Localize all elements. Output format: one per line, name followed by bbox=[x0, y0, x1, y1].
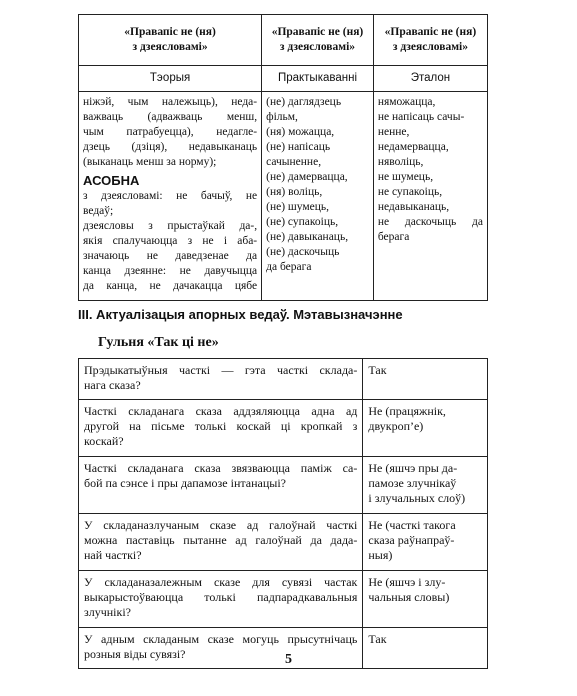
practice-line: (не) даглядзець bbox=[266, 96, 342, 108]
answer-line: і злучальных слоў) bbox=[368, 491, 466, 505]
practice-line: (не) супакоіць, bbox=[266, 216, 339, 228]
question-line: У складаназлучаным сказе ад галоўнай часткі bbox=[84, 518, 358, 532]
etalon-cell bbox=[373, 92, 487, 301]
practice-line: (ня) можацца, bbox=[266, 126, 335, 138]
question-line: Прэдыкатыўныя часткі — гэта часткі склада- bbox=[84, 363, 358, 377]
header-line: «Правапіс не (ня) bbox=[384, 26, 477, 38]
question-line: выкарыстоўваюцца толькі падпарадкавальныя bbox=[84, 590, 358, 604]
question-line: бой па сэнсе і пры дапамозе інтанацыі? bbox=[84, 476, 286, 490]
answer-cell bbox=[363, 514, 488, 571]
etalon-line: не даскочыць да bbox=[377, 216, 483, 228]
theory-line: дзець (дзіця), недавыканаць bbox=[83, 141, 258, 153]
question-cell bbox=[79, 359, 363, 400]
theory-cell bbox=[79, 92, 262, 301]
etalon-line: не напісаць сачы- bbox=[377, 111, 465, 123]
header-line: з дзеясловамі» bbox=[392, 41, 468, 53]
etalon-line: недавыканаць, bbox=[377, 201, 450, 213]
practice-line: сачыненне, bbox=[266, 156, 322, 168]
answer-cell bbox=[363, 359, 488, 400]
table-row bbox=[79, 457, 488, 514]
section-heading: III. Актуалізацыя апорных ведаў. Мэтавызначэнне bbox=[78, 307, 403, 322]
answer-line: Не (яшчэ пры да- bbox=[368, 461, 458, 475]
subheader-theory: Тэорыя bbox=[79, 66, 262, 92]
header-line: «Правапіс не (ня) bbox=[124, 26, 216, 38]
theory-line: ніжэй, чым належыць), неда- bbox=[83, 96, 258, 108]
answer-line: ныя) bbox=[368, 548, 393, 562]
question-line: У адным складаным сказе могуць прысутнічаць bbox=[84, 632, 358, 646]
table-body-row bbox=[79, 92, 488, 301]
answer-cell bbox=[363, 457, 488, 514]
practice-line: (ня) воліць, bbox=[266, 186, 323, 198]
question-cell bbox=[79, 571, 363, 628]
answer-cell bbox=[363, 400, 488, 457]
answer-line: Не (яшчэ і злу- bbox=[368, 575, 446, 589]
table-header-row bbox=[79, 15, 488, 66]
practice-line: (не) дамервацца, bbox=[266, 171, 348, 183]
answer-cell bbox=[363, 571, 488, 628]
answer-line: Так bbox=[368, 363, 387, 377]
theory-line: з дзеясловамі: не бачыў, не bbox=[83, 190, 258, 202]
question-line: нага сказа? bbox=[84, 378, 141, 392]
header-cell-3 bbox=[373, 15, 487, 66]
theory-line: (выканаць менш за норму); bbox=[83, 156, 217, 168]
table-row bbox=[79, 359, 488, 400]
practice-line: (не) даскочыць bbox=[266, 246, 340, 258]
header-cell-2 bbox=[262, 15, 374, 66]
question-line: У складаназалежным сказе для сувязі частак bbox=[84, 575, 358, 589]
practice-line: (не) шумець, bbox=[266, 201, 330, 213]
asobna-heading: АСОБНА bbox=[83, 173, 140, 188]
answer-line: Не (працяжнік, bbox=[368, 404, 446, 418]
etalon-line: берага bbox=[377, 231, 410, 243]
question-line: злучнікі? bbox=[84, 605, 132, 619]
subheader-practice: Практыкаванні bbox=[262, 66, 374, 92]
game-heading: Гульня «Так ці не» bbox=[98, 335, 219, 350]
table-subheader-row bbox=[79, 66, 488, 92]
question-line: коскай? bbox=[84, 434, 124, 448]
question-line: розныя віды сувязі? bbox=[84, 647, 186, 661]
question-line: Часткі складанага сказа аддзяляюцца адна ад bbox=[84, 404, 358, 418]
theory-practice-table bbox=[78, 14, 488, 301]
theory-line: дзеясловы з прыстаўкай да-, bbox=[83, 220, 258, 232]
etalon-line: недамервацца, bbox=[377, 141, 449, 153]
subheader-etalon: Эталон bbox=[373, 66, 487, 92]
header-line: з дзеясловамі» bbox=[132, 41, 208, 53]
question-line: Часткі складанага сказа звязваюцца паміж са- bbox=[84, 461, 358, 475]
question-line: най часткі? bbox=[84, 548, 142, 562]
practice-line: (не) напісаць bbox=[266, 141, 331, 153]
answer-line: сказа раўнапраў- bbox=[368, 533, 455, 547]
practice-line: да берага bbox=[266, 261, 312, 273]
question-cell bbox=[79, 400, 363, 457]
page-number: 5 bbox=[285, 652, 292, 667]
question-cell bbox=[79, 514, 363, 571]
answer-line: памозе злучнікаў bbox=[368, 476, 457, 490]
quiz-table bbox=[78, 358, 488, 669]
header-line: «Правапіс не (ня) bbox=[271, 26, 364, 38]
header-cell-1 bbox=[79, 15, 262, 66]
etalon-line: не шумець, bbox=[377, 171, 434, 183]
theory-line: да канца, не дачакацца цябе bbox=[83, 280, 258, 292]
theory-line: якія спалучаюцца з не і аба- bbox=[83, 235, 258, 247]
theory-line: значаюць не даведзенае да bbox=[83, 250, 258, 262]
practice-cell bbox=[262, 92, 374, 301]
header-line: з дзеясловамі» bbox=[279, 41, 356, 53]
table-row bbox=[79, 400, 488, 457]
answer-line: Так bbox=[368, 632, 387, 646]
theory-line: чым патрабуецца), недагле- bbox=[83, 126, 258, 138]
question-cell bbox=[79, 457, 363, 514]
theory-line: ведаў; bbox=[83, 205, 114, 217]
table-row bbox=[79, 571, 488, 628]
answer-line: чальныя словы) bbox=[368, 590, 450, 604]
question-line: другой на пісьме толькі коскай ці кропкай з bbox=[84, 419, 358, 433]
practice-line: фільм, bbox=[266, 111, 298, 123]
theory-line: важваць (адважваць менш, bbox=[83, 111, 258, 123]
answer-line: двукроп’е) bbox=[368, 419, 424, 433]
etalon-line: няволіць, bbox=[377, 156, 424, 168]
etalon-line: ненне, bbox=[377, 126, 410, 138]
answer-line: Не (часткі такога bbox=[368, 518, 456, 532]
etalon-line: не супакоіць, bbox=[377, 186, 443, 198]
theory-line: канца дзеянне: не давучыцца bbox=[83, 265, 258, 277]
practice-line: (не) давыканаць, bbox=[266, 231, 349, 243]
etalon-line: няможацца, bbox=[377, 96, 436, 108]
table-row bbox=[79, 514, 488, 571]
question-line: можна паставіць пытанне ад галоўнай да дада- bbox=[84, 533, 358, 547]
